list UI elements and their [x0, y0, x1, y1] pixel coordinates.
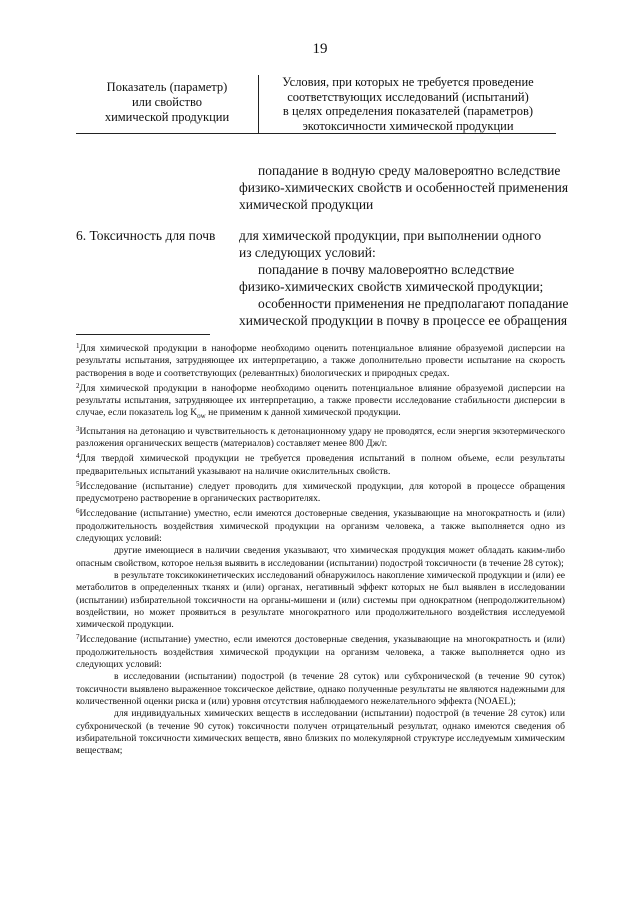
- footnote-text: Исследование (испытание) уместно, если имеются достоверные сведения, указывающие на многократность и (или) продолжительность воздействия химической продукции на организм человека, а также выполняется одно из следующих условий:: [76, 634, 565, 671]
- condition-line: для химической продукции, при выполнении одного: [239, 228, 542, 243]
- footnote-mark: 1: [76, 342, 80, 350]
- header-conditions-column: [260, 75, 556, 133]
- footnote-mark: 4: [76, 452, 80, 461]
- footnote-text: Для химической продукции в наноформе необходимо оценить потенциальное влияние образуемой дисперсии на результаты испытания, затрудняющее их интерпретацию, а также провести исследование стабильности дисперсии в случае, если показатель log K: [76, 382, 565, 419]
- condition-line: особенности применения не предполагают попадание: [258, 296, 569, 311]
- page-number: 19: [312, 41, 328, 57]
- footnote-7-item: для индивидуальных химических веществ в исследовании (испытании) подострой (в течение 28 суток) или субхронической (в течение 90 суток) токсичности получен отрицательный результат, однако имеются сведения об избирательной токсичности химических веществ, явно близких по молекулярной структуре исследуемым химическим веществам;: [76, 708, 565, 757]
- condition-line: попадание в водную среду маловероятно вследствие: [258, 163, 561, 178]
- footnote-text: Исследование (испытание) уместно, если имеются достоверные сведения, указывающие на многократность и (или) продолжительность воздействия химической продукции на организм человека, а также выполняется одно из следующих условий:: [76, 508, 565, 545]
- condition-line: химической продукции в почву в процессе ее обращения: [239, 313, 568, 328]
- header-conditions-line: Условия, при которых не требуется проведение: [282, 75, 534, 89]
- footnote-separator: [76, 334, 210, 335]
- footnote-mark: 5: [76, 479, 80, 488]
- footnote-text: Исследование (испытание) следует проводить для химической продукции, для которой в процессе обращения предусмотрено растворение в органических растворителях.: [76, 480, 565, 505]
- header-conditions-line: соответствующих исследований (испытаний): [287, 89, 529, 104]
- footnote-text: Испытания на детонацию и чувствительность к детонационному удару не проводятся, если энергия экзотермического разложения органических веществ (материалов) составляет менее 800 Дж/г.: [76, 425, 565, 449]
- condition-line: попадание в почву маловероятно вследствие: [258, 262, 515, 277]
- row5-conditions: [239, 162, 569, 213]
- footnote-7-item: в исследовании (испытании) подострой (в течение 28 суток) или субхронической (в течение 90 суток) токсичности выявлено выраженное токсическое действие, однако полученные результаты не являются надежными для количественной оценки риска и (или) уровня отсутствия наблюдаемого нежелательного эффекта (NOAEL);: [76, 671, 565, 707]
- footnote-6: [76, 505, 565, 545]
- footnote-1: [76, 340, 565, 380]
- header-parameter-line: или свойство: [131, 95, 203, 109]
- footnote-mark: 6: [76, 507, 80, 516]
- footnote-2: [76, 380, 565, 423]
- footnote-6-item: другие имеющиеся в наличии сведения указывают, что химическая продукция может обладать каким-либо опасным свойством, которое нельзя выявить в исследовании (испытании) подострой токсичности (в течение 28 суток);: [76, 545, 565, 569]
- footnote-text: Для твердой химической продукции не требуется проведения испытаний в полном объеме, если результаты предварительных испытаний указывают на наличие окислительных свойств.: [76, 453, 565, 477]
- header-parameter-line: химической продукции: [104, 110, 230, 124]
- footnote-7: [76, 631, 565, 671]
- condition-line: из следующих условий:: [239, 245, 376, 260]
- condition-line: химической продукции: [239, 197, 374, 212]
- footnote-3: [76, 423, 565, 451]
- footnote-4: [76, 450, 565, 478]
- header-conditions-line: экотоксичности химической продукции: [302, 118, 514, 133]
- footnote-6-item: в результате токсикокинетических исследований обнаружилось накопление химической продукции и (или) ее метаболитов в определенных тканях и (или) органах, негативный эффект которых не был выявлен в исследовании (испытании) избирательной токсичности на органы-мишени и (или) системы при однократном (непродолжительном) воздействии, но может проявиться в результате многократного или продолжительного воздействия исследуемой химической продукции.: [76, 569, 565, 631]
- log-kow-subscript: ow: [197, 412, 206, 421]
- header-parameter-line: Показатель (параметр): [106, 80, 228, 94]
- row6-parameter: 6. Токсичность для почв: [76, 228, 216, 243]
- footnote-text: Для химической продукции в наноформе необходимо оценить потенциальное влияние образуемой дисперсии на результаты испытания, затрудняющее их интерпретацию, а также дополнительно провести испытание на скорость растворения в воде и соответствующих (релевантных) биологических и природных средах.: [76, 343, 565, 379]
- footnote-mark: 3: [76, 424, 80, 433]
- footnote-text: не применим к данной химической продукции.: [205, 407, 401, 419]
- row6-conditions: [239, 227, 569, 329]
- footnote-5: [76, 478, 565, 506]
- condition-line: физико-химических свойств химической продукции;: [239, 279, 544, 294]
- header-conditions-line: в целях определения показателей (параметров): [282, 104, 534, 119]
- condition-line: физико-химических свойств и особенностей применения: [239, 180, 569, 195]
- footnote-mark: 2: [76, 381, 80, 390]
- header-parameter-column: [76, 75, 259, 133]
- table-header: [76, 75, 556, 134]
- footnotes: [76, 340, 565, 757]
- footnote-mark: 7: [76, 633, 80, 642]
